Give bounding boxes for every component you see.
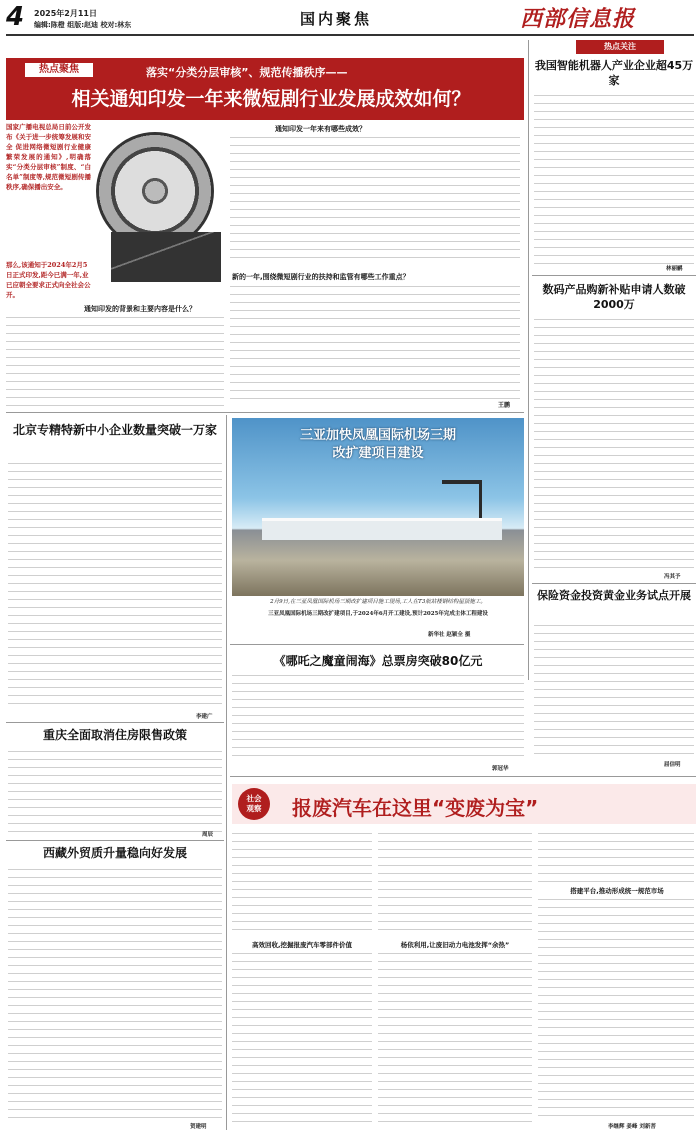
bottom-body-col2b [378, 950, 532, 1122]
insurance-gold-author: 屈信明 [664, 762, 681, 768]
bottom-subhead-2: 杨依利用,让废旧动力电池发挥“余热” [400, 941, 510, 949]
main-headline: 相关通知印发一年来微短剧行业发展成效如何？ [71, 88, 471, 110]
nezha-headline: 《哪吒之魔童闹海》总票房突破80亿元 [273, 654, 483, 668]
divider [6, 722, 224, 723]
roof-structure-shape [262, 518, 502, 540]
bottom-headline-band [232, 784, 696, 824]
digital-subsidy-body [534, 316, 694, 572]
photo-caption: 2月9日,在三亚凤凰国际机场三期改扩建项目施工现场,工人在T3航站楼钢结构屋顶施工。 [270, 599, 486, 605]
bottom-body-col3b [538, 896, 694, 1116]
digital-subsidy-headline: 数码产品购新补贴申请人数破2000万 [542, 283, 686, 311]
beijing-body [8, 460, 222, 710]
divider [532, 583, 696, 584]
film-strip-icon [111, 232, 221, 282]
beijing-headline: 北京专精特新中小企业数量突破一万家 [12, 423, 217, 437]
insurance-gold-headline: 保险资金投资黄金业务试点开展 [537, 589, 691, 602]
column-divider [226, 415, 227, 785]
nezha-body [232, 672, 524, 762]
hot-attention-tag: 热点关注 [576, 40, 664, 54]
editor-credits: 编辑:陈橙 组版:赵迪 校对:林东 [34, 21, 132, 29]
robot-body [534, 92, 694, 264]
top-story-body-bottom [230, 283, 520, 401]
digital-subsidy-author: 冯其予 [664, 574, 681, 580]
subhead-2: 通知印发一年来有哪些成效？ [275, 125, 366, 133]
photo-title-2: 改扩建项目建设 [332, 446, 424, 461]
badge-line-1: 社会 [246, 794, 262, 803]
bottom-body-col1b [232, 950, 372, 1122]
lead-box [6, 122, 216, 302]
section-title: 国内聚焦 [300, 10, 373, 28]
divider [230, 776, 696, 777]
lead-text-2: 那么,该通知于2024年2月5日正式印发,距今已满一年,业已应朝全要求正式向全社会公开。 [6, 261, 91, 299]
robot-author: 林丽鹂 [666, 266, 683, 272]
lead-text: 国家广播电视总局日前公开发布《关于进一步统筹发展和安全 促进网络微短剧行业健康繁荣发展的通知》,明确落实“分类分层审核”制度、“白名单”制度等,规范微短剧传播秩序,确保播出安全。 [6, 123, 91, 191]
photo-credit: 新华社 赵颖全 摄 [428, 632, 471, 638]
chongqing-headline: 重庆全面取消住房限售政策 [42, 728, 187, 742]
bottom-author: 李继辉 姜峰 刘新菩 [608, 1124, 656, 1130]
photo-caption-2: 三亚凤凰国际机场三期改扩建项目,于2024年6月开工建设,预计2025年完成主体工程建设 [268, 611, 488, 617]
bottom-body-col3 [538, 830, 694, 882]
divider [6, 840, 224, 841]
divider [532, 275, 696, 276]
subhead-3: 新的一年,围绕微短剧行业的扶持和监管有哪些工作重点？ [232, 273, 410, 281]
kicker: 落实“分类分层审核”、规范传播秩序—— [146, 66, 348, 79]
crane-shape [442, 480, 482, 518]
issue-date: 2025年2月11日 [34, 9, 97, 18]
bottom-body-col1 [232, 830, 372, 936]
bottom-subhead-3: 搭建平台,推动形成统一规范市场 [570, 887, 664, 895]
top-story-body-left [6, 314, 224, 408]
xizang-author: 贺建明 [190, 1124, 207, 1130]
subhead-1: 通知印发的背景和主要内容是什么？ [84, 305, 196, 313]
top-story-body-mid [230, 134, 520, 264]
divider [230, 644, 524, 645]
xizang-headline: 西藏外贸质升量稳向好发展 [42, 846, 187, 860]
bottom-subhead-1: 高效回收,挖掘报废汽车零部件价值 [252, 941, 352, 949]
airport-construction-photo [232, 418, 524, 596]
author-byline: 王鹏 [498, 402, 511, 409]
divider [6, 412, 524, 413]
nezha-author: 郭冠华 [492, 766, 509, 772]
xizang-body [8, 866, 222, 1122]
chongqing-author: 周辰 [202, 832, 214, 838]
column-divider [528, 40, 529, 680]
page-number: 4 [6, 2, 25, 32]
bottom-headline: 报废汽车在这里“变废为宝” [292, 796, 539, 820]
beijing-author: 李建广 [196, 714, 213, 720]
photo-title-1: 三亚加快凤凰国际机场三期 [299, 428, 456, 443]
social-observation-badge [238, 788, 270, 820]
hot-focus-tag: 热点聚焦 [24, 62, 94, 78]
paper-logo: 西部信息报 [520, 6, 636, 32]
robot-headline: 我国智能机器人产业企业超45万家 [534, 59, 694, 87]
masthead-rule [6, 34, 694, 36]
chongqing-body [8, 748, 222, 832]
badge-line-2: 观察 [246, 804, 262, 813]
bottom-body-col2 [378, 830, 532, 936]
column-divider [226, 785, 227, 1130]
insurance-gold-body [534, 622, 694, 756]
